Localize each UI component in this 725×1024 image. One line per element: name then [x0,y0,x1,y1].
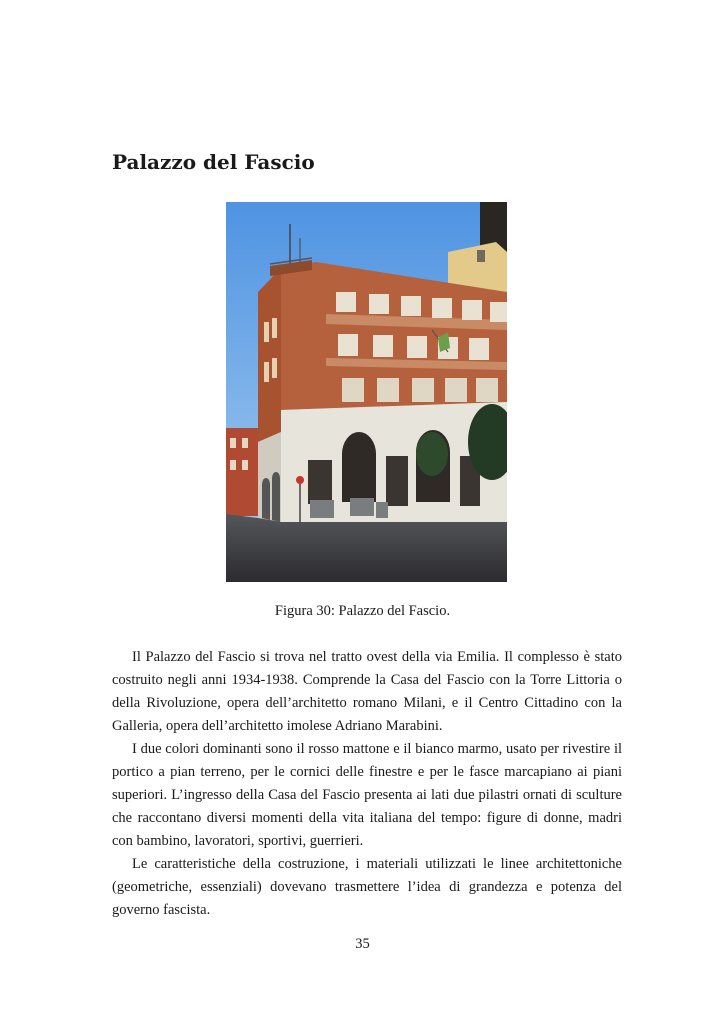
ground [226,514,507,582]
photo-palazzo-del-fascio [226,202,507,582]
body-text [112,646,622,922]
door-left [308,460,332,504]
door-center [386,456,408,506]
figure-photo [226,202,507,582]
road-sign [296,476,304,484]
paragraph-2: I due colori dominanti sono il rosso mattone e il bianco marmo, usato per rivestire il portico a pian terreno, per le cornici delle finestre e per le fasce marcapiano ai piani superiori. L’ingresso della Casa del Fascio presenta ai lati due pilastri ornati di sculture che raccontano diversi momenti della vita italiana del tempo: figure di donne, madri con bambino, lavoratori, sportivi, guerrieri. [112,741,622,849]
page-number: 35 [355,936,370,952]
arch-left [342,432,376,502]
section-title: Palazzo del Fascio [112,150,315,174]
paragraph-1: Il Palazzo del Fascio si trova nel tratto ovest della via Emilia. Il complesso è stato costruito negli anni 1934-1938. Comprende la Casa del Fascio con la Torre Littoria o della Rivoluzione, opera dell’architetto romano Milani, e il Centro Cittadino con la Galleria, opera dell’architetto imolese Adriano Marabini. [112,649,622,734]
paragraph-3: Le caratteristiche della costruzione, i materiali utilizzati le linee architettoniche (geometriche, essenziali) dovevano trasmettere l’idea di grandezza e potenza del governo fascista. [112,856,622,918]
brick-side-facade [258,268,281,442]
figure-caption: Figura 30: Palazzo del Fascio. [274,603,451,619]
